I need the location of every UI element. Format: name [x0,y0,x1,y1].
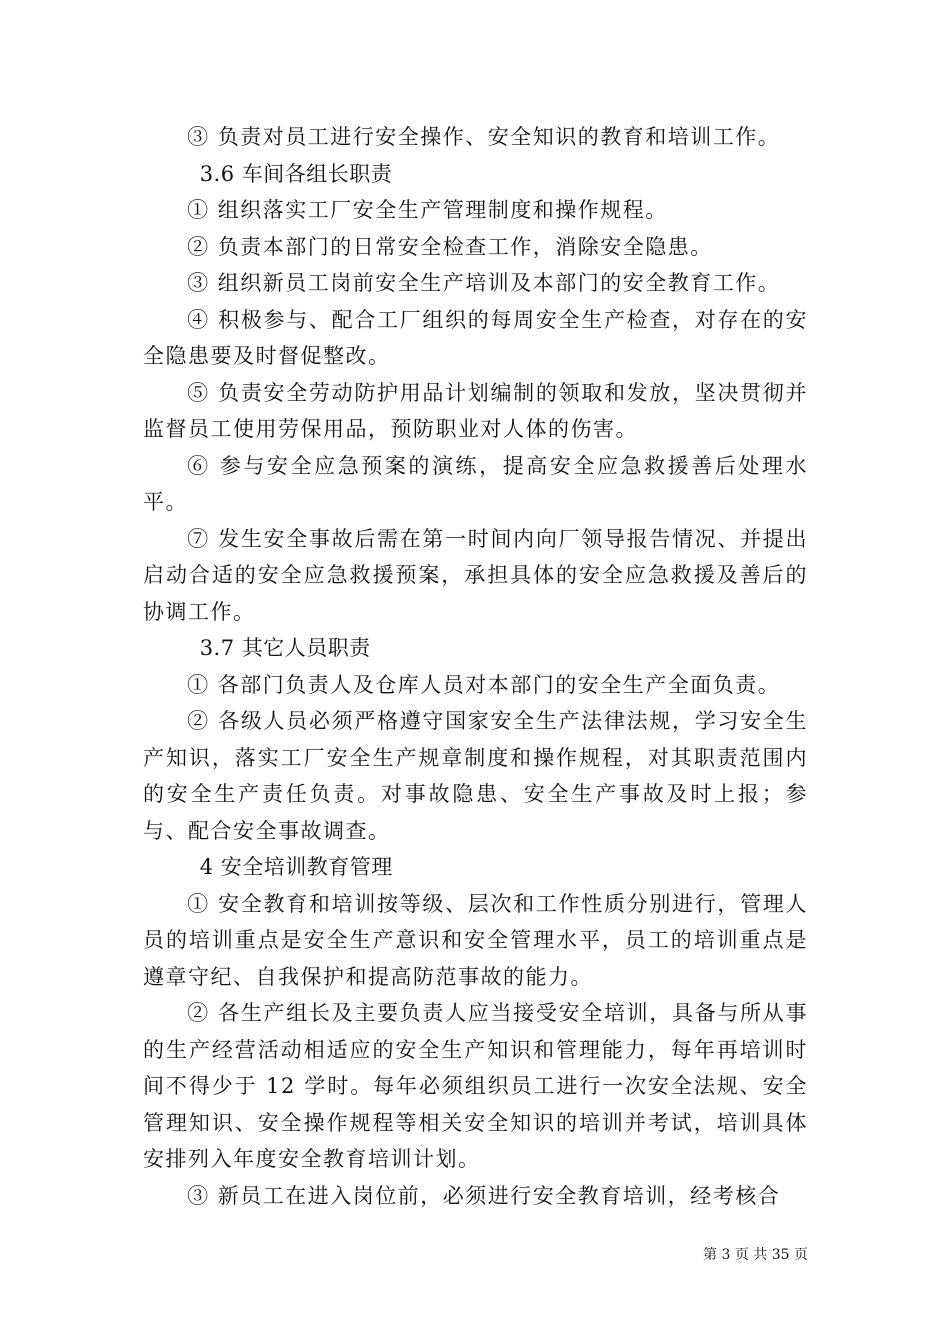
paragraph-item: ⑤ 负责安全劳动防护用品计划编制的领取和发放，坚决贯彻并监督员工使用劳保用品，预防职业对人体的伤害。 [143,380,808,441]
paragraph-item: ⑥ 参与安全应急预案的演练，提高安全应急救援善后处理水平。 [143,453,808,514]
paragraph-item: ③ 负责对员工进行安全操作、安全知识的教育和培训工作。 [187,125,781,149]
paragraph-item: ① 组织落实工厂安全生产管理制度和操作规程。 [187,198,668,222]
paragraph-item: ② 各级人员必须严格遵守国家安全生产法律法规，学习安全生产知识，落实工厂安全生产规章制度和操作规程，对其职责范围内的安全生产责任负责。对事故隐患、安全生产事故及时上报；参与、配合安全事故调查。 [143,709,808,843]
paragraph-item: ③ 新员工在进入岗位前，必须进行安全教育培训，经考核合 [187,1183,781,1208]
section-heading: 3.6 车间各组长职责 [199,161,393,186]
page-footer [0,1244,808,1264]
page-number: 第 3 页 共 35 页 [703,1247,808,1263]
paragraph-item: ① 安全教育和培训按等级、层次和工作性质分别进行，管理人员的培训重点是安全生产意识和安全管理水平，员工的培训重点是遵章守纪、自我保护和提高防范事故的能力。 [143,891,808,989]
paragraph-item: ② 各生产组长及主要负责人应当接受安全培训，具备与所从事的生产经营活动相适应的安全生产知识和管理能力，每年再培训时间不得少于 12 学时。每年必须组织员工进行一次安全法规、安全管理知识、安全操作规程等相关安全知识的培训并考试，培训具体安排列入年度安全教育培训计划。 [143,1001,808,1171]
paragraph-item: ⑦ 发生安全事故后需在第一时间内向厂领导报告情况、并提出启动合适的安全应急救援预案，承担具体的安全应急救援及善后的协调工作。 [143,526,808,624]
section-heading: 3.7 其它人员职责 [199,636,371,660]
paragraph-item: ① 各部门负责人及仓库人员对本部门的安全生产全面负责。 [187,672,781,697]
paragraph-item: ④ 积极参与、配合工厂组织的每周安全生产检查，对存在的安全隐患要及时督促整改。 [143,307,808,368]
document-body [143,119,808,1214]
paragraph-item: ③ 组织新员工岗前安全生产培训及本部门的安全教育工作。 [187,271,781,295]
paragraph-item: ② 负责本部门的日常安全检查工作，消除安全隐患。 [187,234,713,259]
section-heading: 4 安全培训教育管理 [199,855,393,879]
